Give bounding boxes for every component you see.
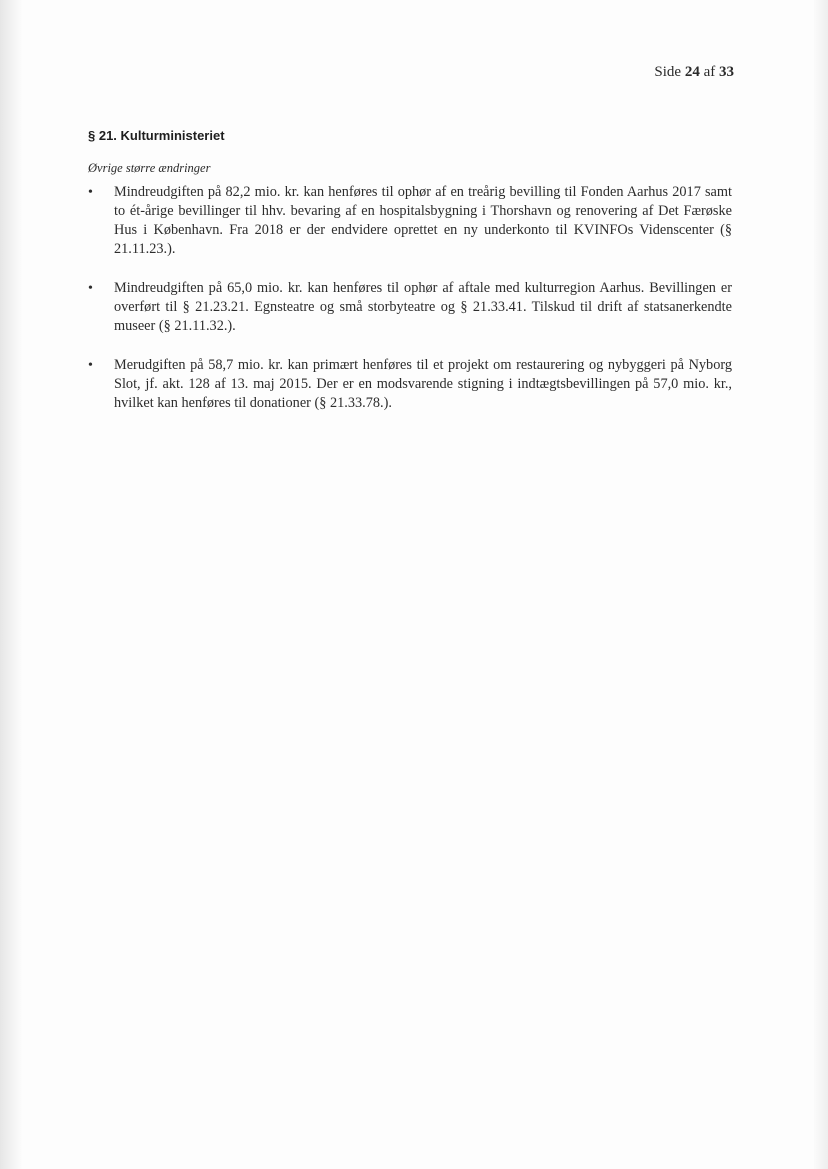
bullet-list — [88, 183, 732, 433]
page-number-current: 24 — [684, 64, 700, 80]
scan-edge-shadow-left — [0, 0, 22, 1169]
bullet-item — [88, 279, 732, 336]
bullet-marker: • — [88, 358, 93, 373]
page-number-separator: af — [703, 64, 716, 80]
scan-edge-shadow-right — [814, 0, 828, 1169]
bullet-text: Mindreudgiften på 65,0 mio. kr. kan henføres til ophør af aftale med kulturregion Aarhus. Bevillingen er overført til § 21.23.21. Egnsteatre og små storbyteatre og § 21.33.41. Tilskud til drift af statsanerkendte museer (§ 21.11.32.). — [114, 280, 732, 334]
bullet-marker: • — [88, 185, 93, 200]
bullet-marker: • — [88, 281, 93, 296]
section-subheading: Øvrige større ændringer — [88, 161, 211, 175]
page-number — [654, 64, 734, 81]
page-number-total: 33 — [719, 64, 734, 80]
section-title: § 21. Kulturministeriet — [88, 128, 225, 143]
bullet-item — [88, 183, 732, 259]
bullet-item — [88, 356, 732, 413]
bullet-text: Merudgiften på 58,7 mio. kr. kan primært henføres til et projekt om restaurering og nybyggeri på Nyborg Slot, jf. akt. 128 af 13. maj 2015. Der er en modsvarende stigning i indtægtsbevillingen på 57,0 mio. kr., hvilket kan henføres til donationer (§ 21.33.78.). — [114, 357, 732, 411]
page-number-prefix: Side — [654, 64, 682, 80]
bullet-text: Mindreudgiften på 82,2 mio. kr. kan henføres til ophør af en treårig bevilling til Fonden Aarhus 2017 samt to ét-årige bevillinger til hhv. bevaring af en hospitalsbygning i Thorshavn og renovering af Det Færøske Hus i København. Fra 2018 er der endvidere oprettet en ny underkonto til KVINFOs Videnscenter (§ 21.11.23.). — [114, 184, 732, 257]
